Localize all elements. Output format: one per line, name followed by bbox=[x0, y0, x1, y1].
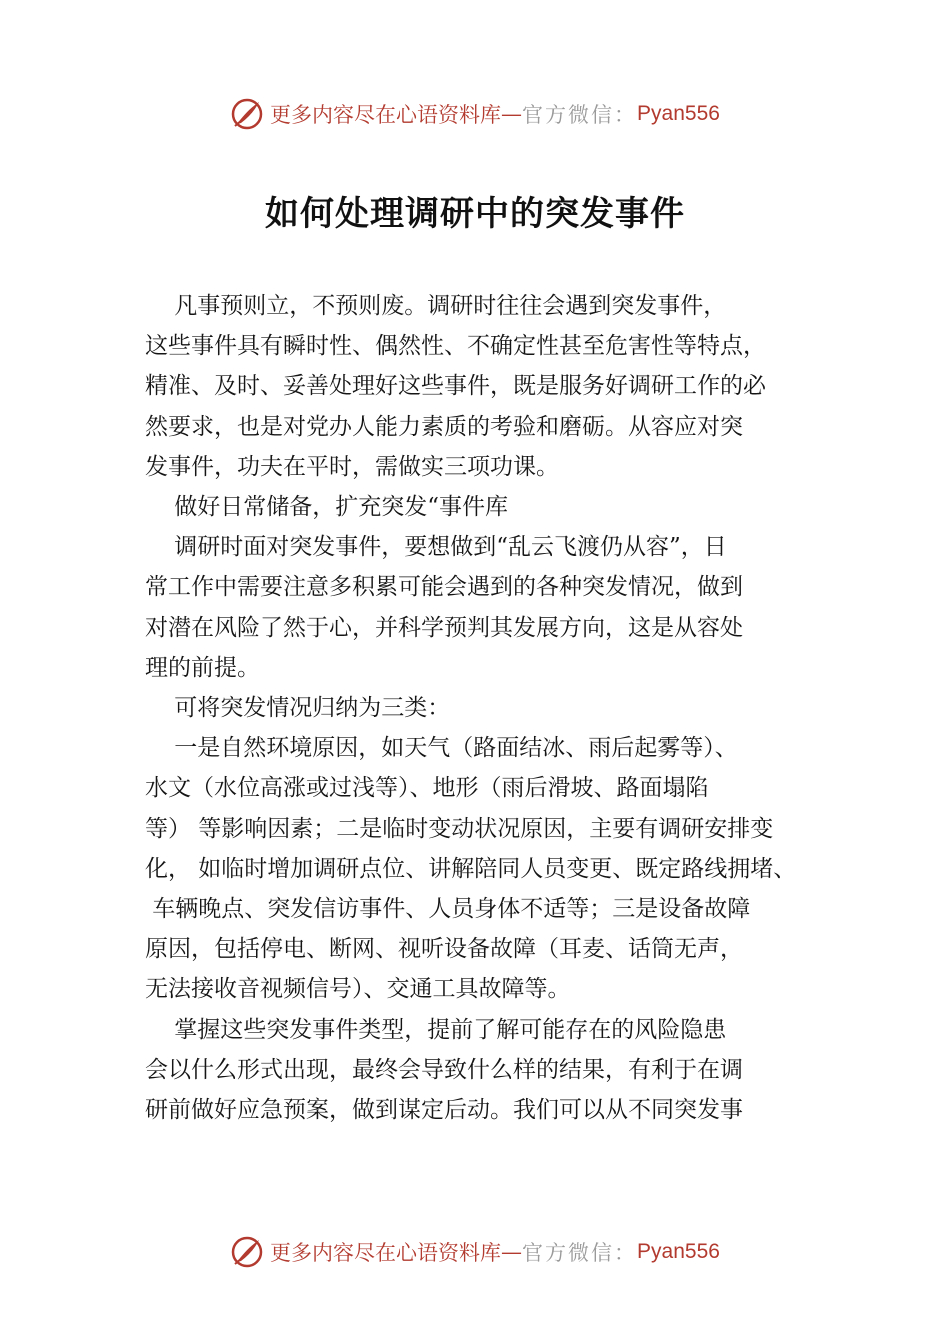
body-line: 常工作中需要注意多积累可能会遇到的各种突发情况，做到 bbox=[145, 574, 743, 601]
footer-wechat-label: 官方微信： bbox=[522, 1241, 638, 1265]
header-banner bbox=[0, 92, 950, 136]
body-line: 对潜在风险了然于心，并科学预判其发展方向，这是从容处 bbox=[145, 614, 743, 641]
body-line: 研前做好应急预案，做到谋定后动。我们可以从不同突发事 bbox=[145, 1097, 743, 1124]
footer-wechat-id: Pyan556 bbox=[637, 1240, 720, 1263]
body-line: 发事件，功夫在平时，需做实三项功课。 bbox=[145, 453, 559, 480]
body-line: 可将突发情况归纳为三类： bbox=[145, 695, 451, 722]
body-line: 凡事预则立，不预则废。调研时往往会遇到突发事件， bbox=[145, 293, 727, 319]
body-line: 调研时面对突发事件，要想做到“乱云飞渡仍从容”，日 bbox=[145, 534, 727, 561]
body-line: 理的前提。 bbox=[145, 654, 260, 681]
body-line: 这些事件具有瞬时性、偶然性、不确定性甚至危害性等特点， bbox=[145, 333, 766, 360]
footer-dash: — bbox=[501, 1240, 523, 1264]
body-line: 做好日常储备，扩充突发“事件库 bbox=[145, 494, 509, 521]
body-line: 掌握这些突发事件类型，提前了解可能存在的风险隐患 bbox=[145, 1016, 727, 1043]
body-line: 水文（水位高涨或过浅等）、地形（雨后滑坡、路面塌陷 bbox=[145, 775, 709, 802]
document-body bbox=[145, 286, 845, 1130]
header-wechat-label: 官方微信： bbox=[522, 103, 638, 127]
quill-pen-logo-icon bbox=[230, 97, 264, 131]
footer-banner bbox=[0, 1230, 950, 1274]
body-line: 车辆晚点、突发信访事件、人员身体不适等；三是设备故障 bbox=[145, 896, 751, 923]
footer-promo-text: 更多内容尽在心语资料库 bbox=[270, 1241, 502, 1265]
body-line: 会以什么形式出现，最终会导致什么样的结果，有利于在调 bbox=[145, 1056, 743, 1083]
header-dash: — bbox=[501, 102, 523, 126]
body-line: 精准、及时、妥善处理好这些事件，既是服务好调研工作的必 bbox=[145, 373, 766, 400]
body-line: 然要求，也是对党办人能力素质的考验和磨砺。从容应对突 bbox=[145, 413, 743, 440]
body-line: 无法接收音视频信号）、交通工具故障等。 bbox=[145, 976, 571, 1003]
body-line: 一是自然环境原因，如天气（路面结冰、雨后起雾等）、 bbox=[145, 735, 738, 762]
body-line: 原因，包括停电、断网、视听设备故障（耳麦、话筒无声， bbox=[145, 936, 743, 963]
header-promo-text: 更多内容尽在心语资料库 bbox=[270, 103, 502, 127]
header-wechat-id: Pyan556 bbox=[637, 102, 720, 125]
body-line: 化， 如临时增加调研点位、讲解陪同人员变更、既定路线拥堵、 bbox=[145, 855, 797, 882]
quill-pen-logo-icon bbox=[230, 1235, 264, 1269]
page-title: 如何处理调研中的突发事件 bbox=[265, 194, 685, 234]
body-line: 等） 等影响因素；二是临时变动状况原因，主要有调研安排变 bbox=[145, 815, 774, 842]
